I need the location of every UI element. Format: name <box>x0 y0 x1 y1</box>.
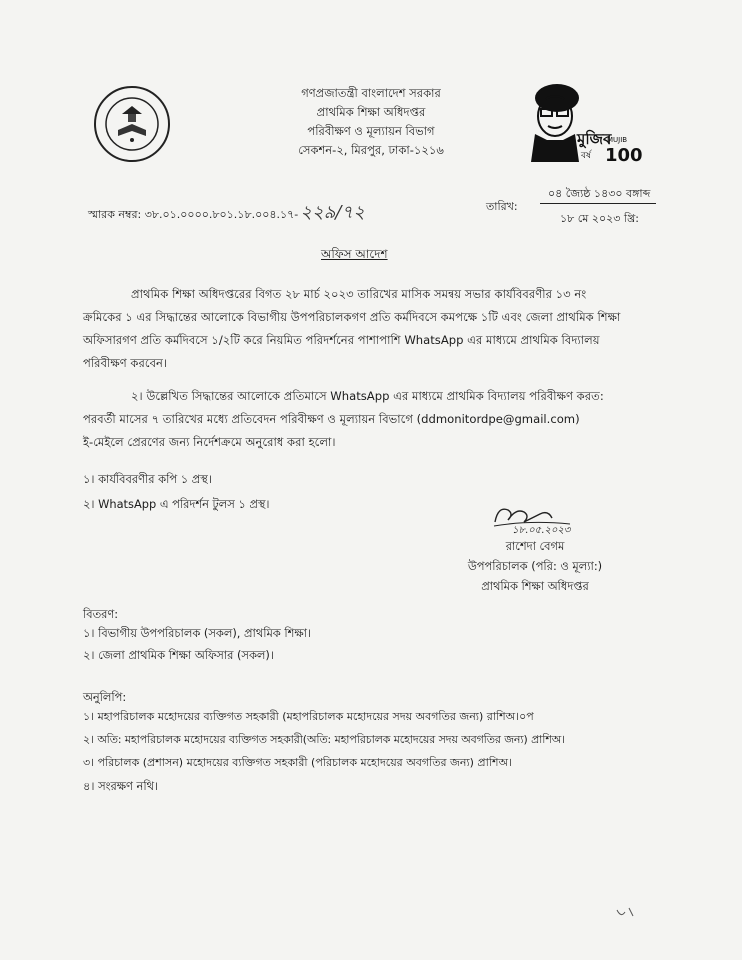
header-division: পরিবীক্ষণ ও মূল্যায়ন বিভাগ <box>307 124 435 138</box>
mujib-100-logo-icon <box>515 76 643 168</box>
handwritten-signature <box>450 500 620 536</box>
paragraph-1-line-1: প্রাথমিক শিক্ষা অধিদপ্তরের বিগত ২৮ মার্চ ২০২৩ তারিখের মাসিক সমন্বয় সভার কার্যবিবরণীর ১৩ নং <box>131 287 587 301</box>
mujib-logo-text: মুজিব <box>577 130 612 148</box>
memo-label: স্মারক নম্বর: ৩৮.০১.০০০০.৮০১.১৮.০০৪.১৭- <box>88 208 299 221</box>
stray-mark <box>615 905 639 924</box>
date-english: ১৮ মে ২০২৩ খ্রি: <box>560 212 639 225</box>
distribution-item: ১। বিভাগীয় উপপরিচালক (সকল), প্রাথমিক শিক্ষা। <box>83 626 311 640</box>
header-address: সেকশন-২, মিরপুর, ঢাকা-১২১৬ <box>298 143 444 157</box>
memo-number <box>88 198 365 229</box>
signatory-office: প্রাথমিক শিক্ষা অধিদপ্তর <box>481 579 589 593</box>
copy-item: ৩। পরিচালক (প্রশাসন) মহোদয়ের ব্যক্তিগত সহকারী (পরিচালক মহোদয়ের অবগতির জন্য) প্রাশিঅ। <box>83 756 512 769</box>
dpe-emblem-icon <box>92 84 172 164</box>
date-divider <box>540 203 656 204</box>
date-label: তারিখ: <box>486 200 518 213</box>
paragraph-1-line-4: পরিবীক্ষণ করবেন। <box>83 356 168 370</box>
paragraph-1-line-3: অফিসারগণ প্রতি কর্মদিবসে ১/২টি করে নিয়মিত পরিদর্শনের পাশাপাশি WhatsApp এর মাধ্যমে প্রাথমিক বিদ্যালয় <box>83 333 600 347</box>
enclosure-item: ১। কার্যবিবরণীর কপি ১ প্রস্থ। <box>83 472 212 486</box>
copy-item: ২। অতি: মহাপরিচালক মহোদয়ের ব্যক্তিগত সহকারী(অতি: মহাপরিচালক মহোদয়ের সদয় অবগতির জন্য) প্রাশিঅ। <box>83 733 565 746</box>
header-directorate: প্রাথমিক শিক্ষা অধিদপ্তর <box>316 105 426 119</box>
enclosure-item: ২। WhatsApp এ পরিদর্শন টুলস ১ প্রস্থ। <box>83 497 270 511</box>
signatory-designation: উপপরিচালক (পরি: ও মূল্যা:) <box>467 559 603 573</box>
memo-handwritten-number: ২২৯/৭২ <box>300 202 365 223</box>
copy-item: ১। মহাপরিচালক মহোদয়ের ব্যক্তিগত সহকারী (মহাপরিচালক মহোদয়ের সদয় অবগতির জন্য) রাশিঅ।০প <box>83 710 534 723</box>
office-header <box>240 84 502 160</box>
paragraph-2-line-1: ২। উল্লেখিত সিদ্ধান্তের আলোকে প্রতিমাসে WhatsApp এর মাধ্যমে প্রাথমিক বিদ্যালয় পরিবীক্ষণ করত: <box>131 389 604 403</box>
paragraph-1-line-2: ক্রমিকের ১ এর সিদ্ধান্তের আলোকে বিভাগীয় উপপরিচালকগণ প্রতি কর্মদিবসে কমপক্ষে ১টি এবং জেলা প্রাথমিক শিক্ষা <box>83 310 621 324</box>
copy-item: ৪। সংরক্ষণ নথি। <box>83 779 159 793</box>
signature-date: ১৮.০৫.২০২৩ <box>512 525 571 536</box>
date-bangla: ০৪ জ্যৈষ্ঠ ১৪৩০ বঙ্গাব্দ <box>548 187 651 200</box>
document-title: অফিস আদেশ <box>321 247 388 261</box>
copy-title: অনুলিপি: <box>83 690 127 704</box>
signature-block <box>450 500 620 596</box>
signatory-name: রাশেদা বেগম <box>505 539 565 553</box>
distribution-title: বিতরণ: <box>83 607 119 621</box>
paragraph-2-line-3: ই-মেইলে প্রেরণের জন্য নির্দেশক্রমে অনুরোধ করা হলো। <box>83 435 336 449</box>
mujib-en-logo-text: MUJIB <box>607 136 628 144</box>
borsho-logo-text: বর্ষ <box>581 151 591 161</box>
distribution-item: ২। জেলা প্রাথমিক শিক্ষা অফিসার (সকল)। <box>83 648 274 662</box>
header-govt-name: গণপ্রজাতন্ত্রী বাংলাদেশ সরকার <box>301 86 441 100</box>
paragraph-2-line-2: পরবর্তী মাসের ৭ তারিখের মধ্যে প্রতিবেদন পরিবীক্ষণ ও মূল্যায়ন বিভাগে (ddmonitordpe@gmail.com) <box>83 412 580 426</box>
hundred-logo-text: 100 <box>605 145 643 166</box>
